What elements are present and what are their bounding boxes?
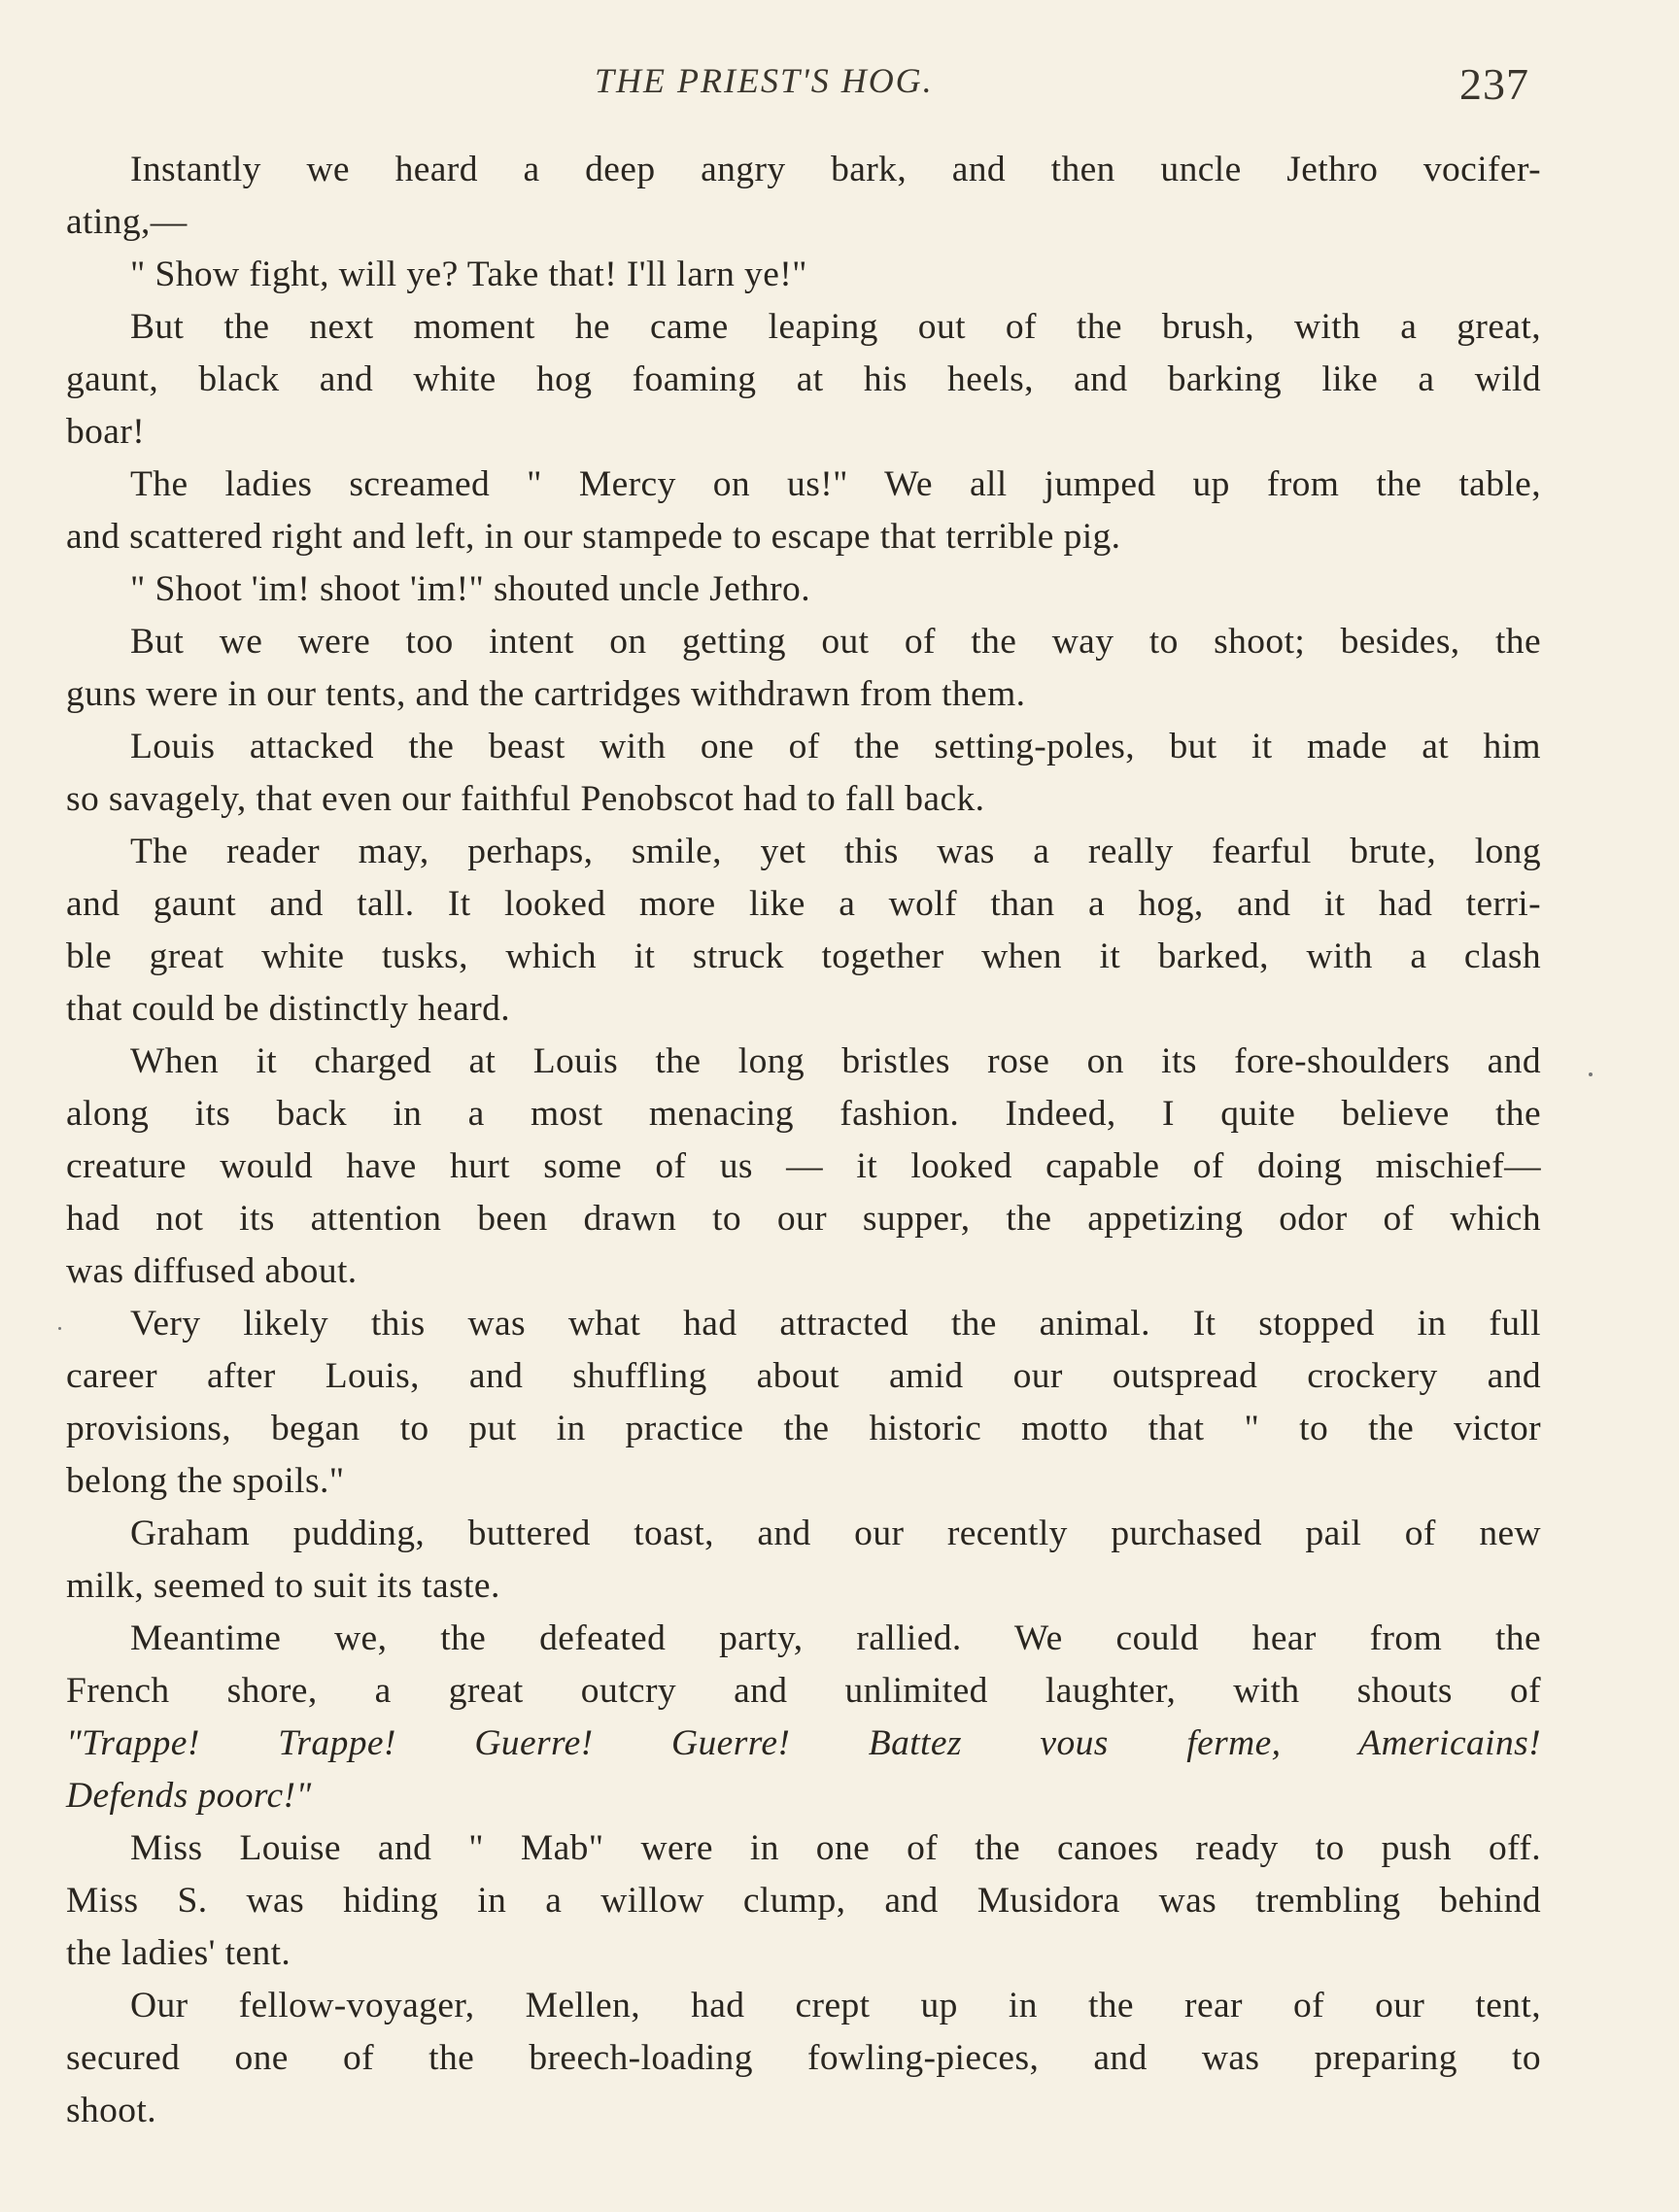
text-line: Miss Louise and " Mab" were in one of the canoes ready to push off. <box>130 1828 1541 1868</box>
text-line: When it charged at Louis the long bristles rose on its fore-shoulders and <box>130 1041 1541 1081</box>
running-title: THE PRIEST'S HOG. <box>595 61 934 100</box>
text-line: secured one of the breech-loading fowling-pieces, and was preparing to <box>66 2038 1541 2078</box>
print-speck <box>58 1327 61 1330</box>
text-line: "Trappe! Trappe! Guerre! Guerre! Battez vous ferme, Americains! <box>66 1723 1541 1763</box>
text-line: " Show fight, will ye? Take that! I'll larn ye!" <box>130 255 807 294</box>
text-line: provisions, began to put in practice the historic motto that " to the victor <box>66 1409 1541 1448</box>
body-text <box>66 144 1541 2137</box>
print-speck <box>1589 1072 1593 1076</box>
text-line: ating,— <box>66 202 188 242</box>
text-line: the ladies' tent. <box>66 1933 291 1973</box>
text-line: milk, seemed to suit its taste. <box>66 1566 500 1606</box>
text-line: belong the spoils." <box>66 1461 345 1501</box>
text-line: The reader may, perhaps, smile, yet this was a really fearful brute, long <box>130 832 1541 871</box>
text-line: and scattered right and left, in our stampede to escape that terrible pig. <box>66 517 1121 557</box>
text-line: Miss S. was hiding in a willow clump, and Musidora was trembling behind <box>66 1881 1541 1921</box>
text-line: along its back in a most menacing fashion. Indeed, I quite believe the <box>66 1094 1541 1134</box>
text-line: had not its attention been drawn to our supper, the appetizing odor of which <box>66 1199 1541 1239</box>
text-line: guns were in our tents, and the cartridges withdrawn from them. <box>66 674 1026 714</box>
text-line: Very likely this was what had attracted the animal. It stopped in full <box>130 1304 1541 1344</box>
text-line: boar! <box>66 412 146 452</box>
text-line: gaunt, black and white hog foaming at his heels, and barking like a wild <box>66 359 1541 399</box>
text-line: Defends poorc!" <box>66 1776 312 1816</box>
text-line: " Shoot 'im! shoot 'im!" shouted uncle Jethro. <box>130 569 810 609</box>
text-line: But we were too intent on getting out of the way to shoot; besides, the <box>130 622 1541 662</box>
text-line: ble great white tusks, which it struck together when it barked, with a clash <box>66 936 1541 976</box>
text-line: and gaunt and tall. It looked more like a wolf than a hog, and it had terri- <box>66 884 1541 924</box>
text-line: But the next moment he came leaping out of the brush, with a great, <box>130 307 1541 347</box>
text-line: Louis attacked the beast with one of the setting-poles, but it made at him <box>130 727 1541 766</box>
text-line: shoot. <box>66 2091 157 2130</box>
text-line: so savagely, that even our faithful Penobscot had to fall back. <box>66 779 985 819</box>
text-line: Graham pudding, buttered toast, and our recently purchased pail of new <box>130 1514 1541 1553</box>
page-number: 237 <box>1459 59 1529 109</box>
text-line: Instantly we heard a deep angry bark, and then uncle Jethro vocifer- <box>130 150 1541 189</box>
text-line: creature would have hurt some of us — it looked capable of doing mischief— <box>66 1146 1541 1186</box>
text-line: Meantime we, the defeated party, rallied. We could hear from the <box>130 1618 1541 1658</box>
text-line: that could be distinctly heard. <box>66 989 511 1029</box>
text-line: was diffused about. <box>66 1251 358 1291</box>
text-line: career after Louis, and shuffling about amid our outspread crockery and <box>66 1356 1541 1396</box>
text-line: French shore, a great outcry and unlimited laughter, with shouts of <box>66 1671 1541 1711</box>
text-line: The ladies screamed " Mercy on us!" We all jumped up from the table, <box>130 464 1541 504</box>
text-line: Our fellow-voyager, Mellen, had crept up in the rear of our tent, <box>130 1986 1541 2025</box>
running-head <box>0 60 1679 119</box>
